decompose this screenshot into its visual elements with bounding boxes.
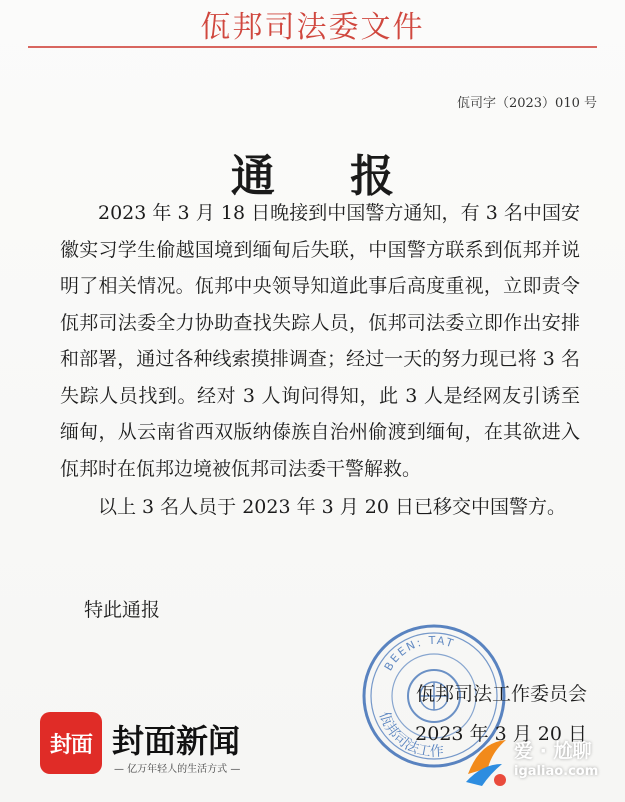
notice-paragraph-2: 以上 3 名人员于 2023 年 3 月 20 日已移交中国警方。 bbox=[98, 496, 567, 518]
news-brand-name: 封面新闻 bbox=[112, 722, 241, 760]
notice-closing: 特此通报 bbox=[84, 599, 161, 621]
notice-body bbox=[60, 195, 580, 526]
seal-text-lower: 佤邦司法工作 bbox=[375, 709, 445, 761]
notice-paragraph-1: 2023 年 3 月 18 日晚接到中国警方通知，有 3 名中国安徽实习学生偷越国境到缅甸后失联，中国警方联系到佤邦并说明了相关情况。佤邦中央领导知道此事后高度重视，立即责令佤邦司法委全力协助查找失踪人员，佤邦司法委立即作出安排和部署，通过各种线索摸排调查；经过一天的努力现已将 3 名失踪人员找到。经对 3 人询问得知，此 3 人是经网友引诱至缅甸，从云南省西双版纳傣族自治州偷渡到缅甸，在其欲进入佤邦时在佤邦边境被佤邦司法委干警解救。 bbox=[60, 202, 580, 480]
news-logo-badge: 封面 bbox=[40, 712, 102, 774]
seal-text-upper: BEEN: TAT bbox=[381, 633, 457, 674]
news-brand-slogan: — 亿万年轻人的生活方式 — bbox=[114, 764, 241, 775]
issuer-name: 佤邦司法工作委员会 bbox=[415, 683, 587, 705]
notice-title: 通 报 bbox=[230, 151, 425, 202]
document-title: 佤邦司法委文件 bbox=[200, 10, 425, 45]
site-watermark bbox=[462, 734, 622, 794]
document-number: 佤司字（2023）010 号 bbox=[456, 96, 597, 111]
issue-date: 2023 年 3 月 20 日 bbox=[415, 723, 587, 745]
site-name: 爱 · 尬聊 bbox=[514, 740, 592, 762]
header-rule bbox=[28, 46, 597, 48]
site-url: igaliao.com bbox=[514, 764, 599, 779]
site-logo-icon bbox=[462, 734, 512, 790]
